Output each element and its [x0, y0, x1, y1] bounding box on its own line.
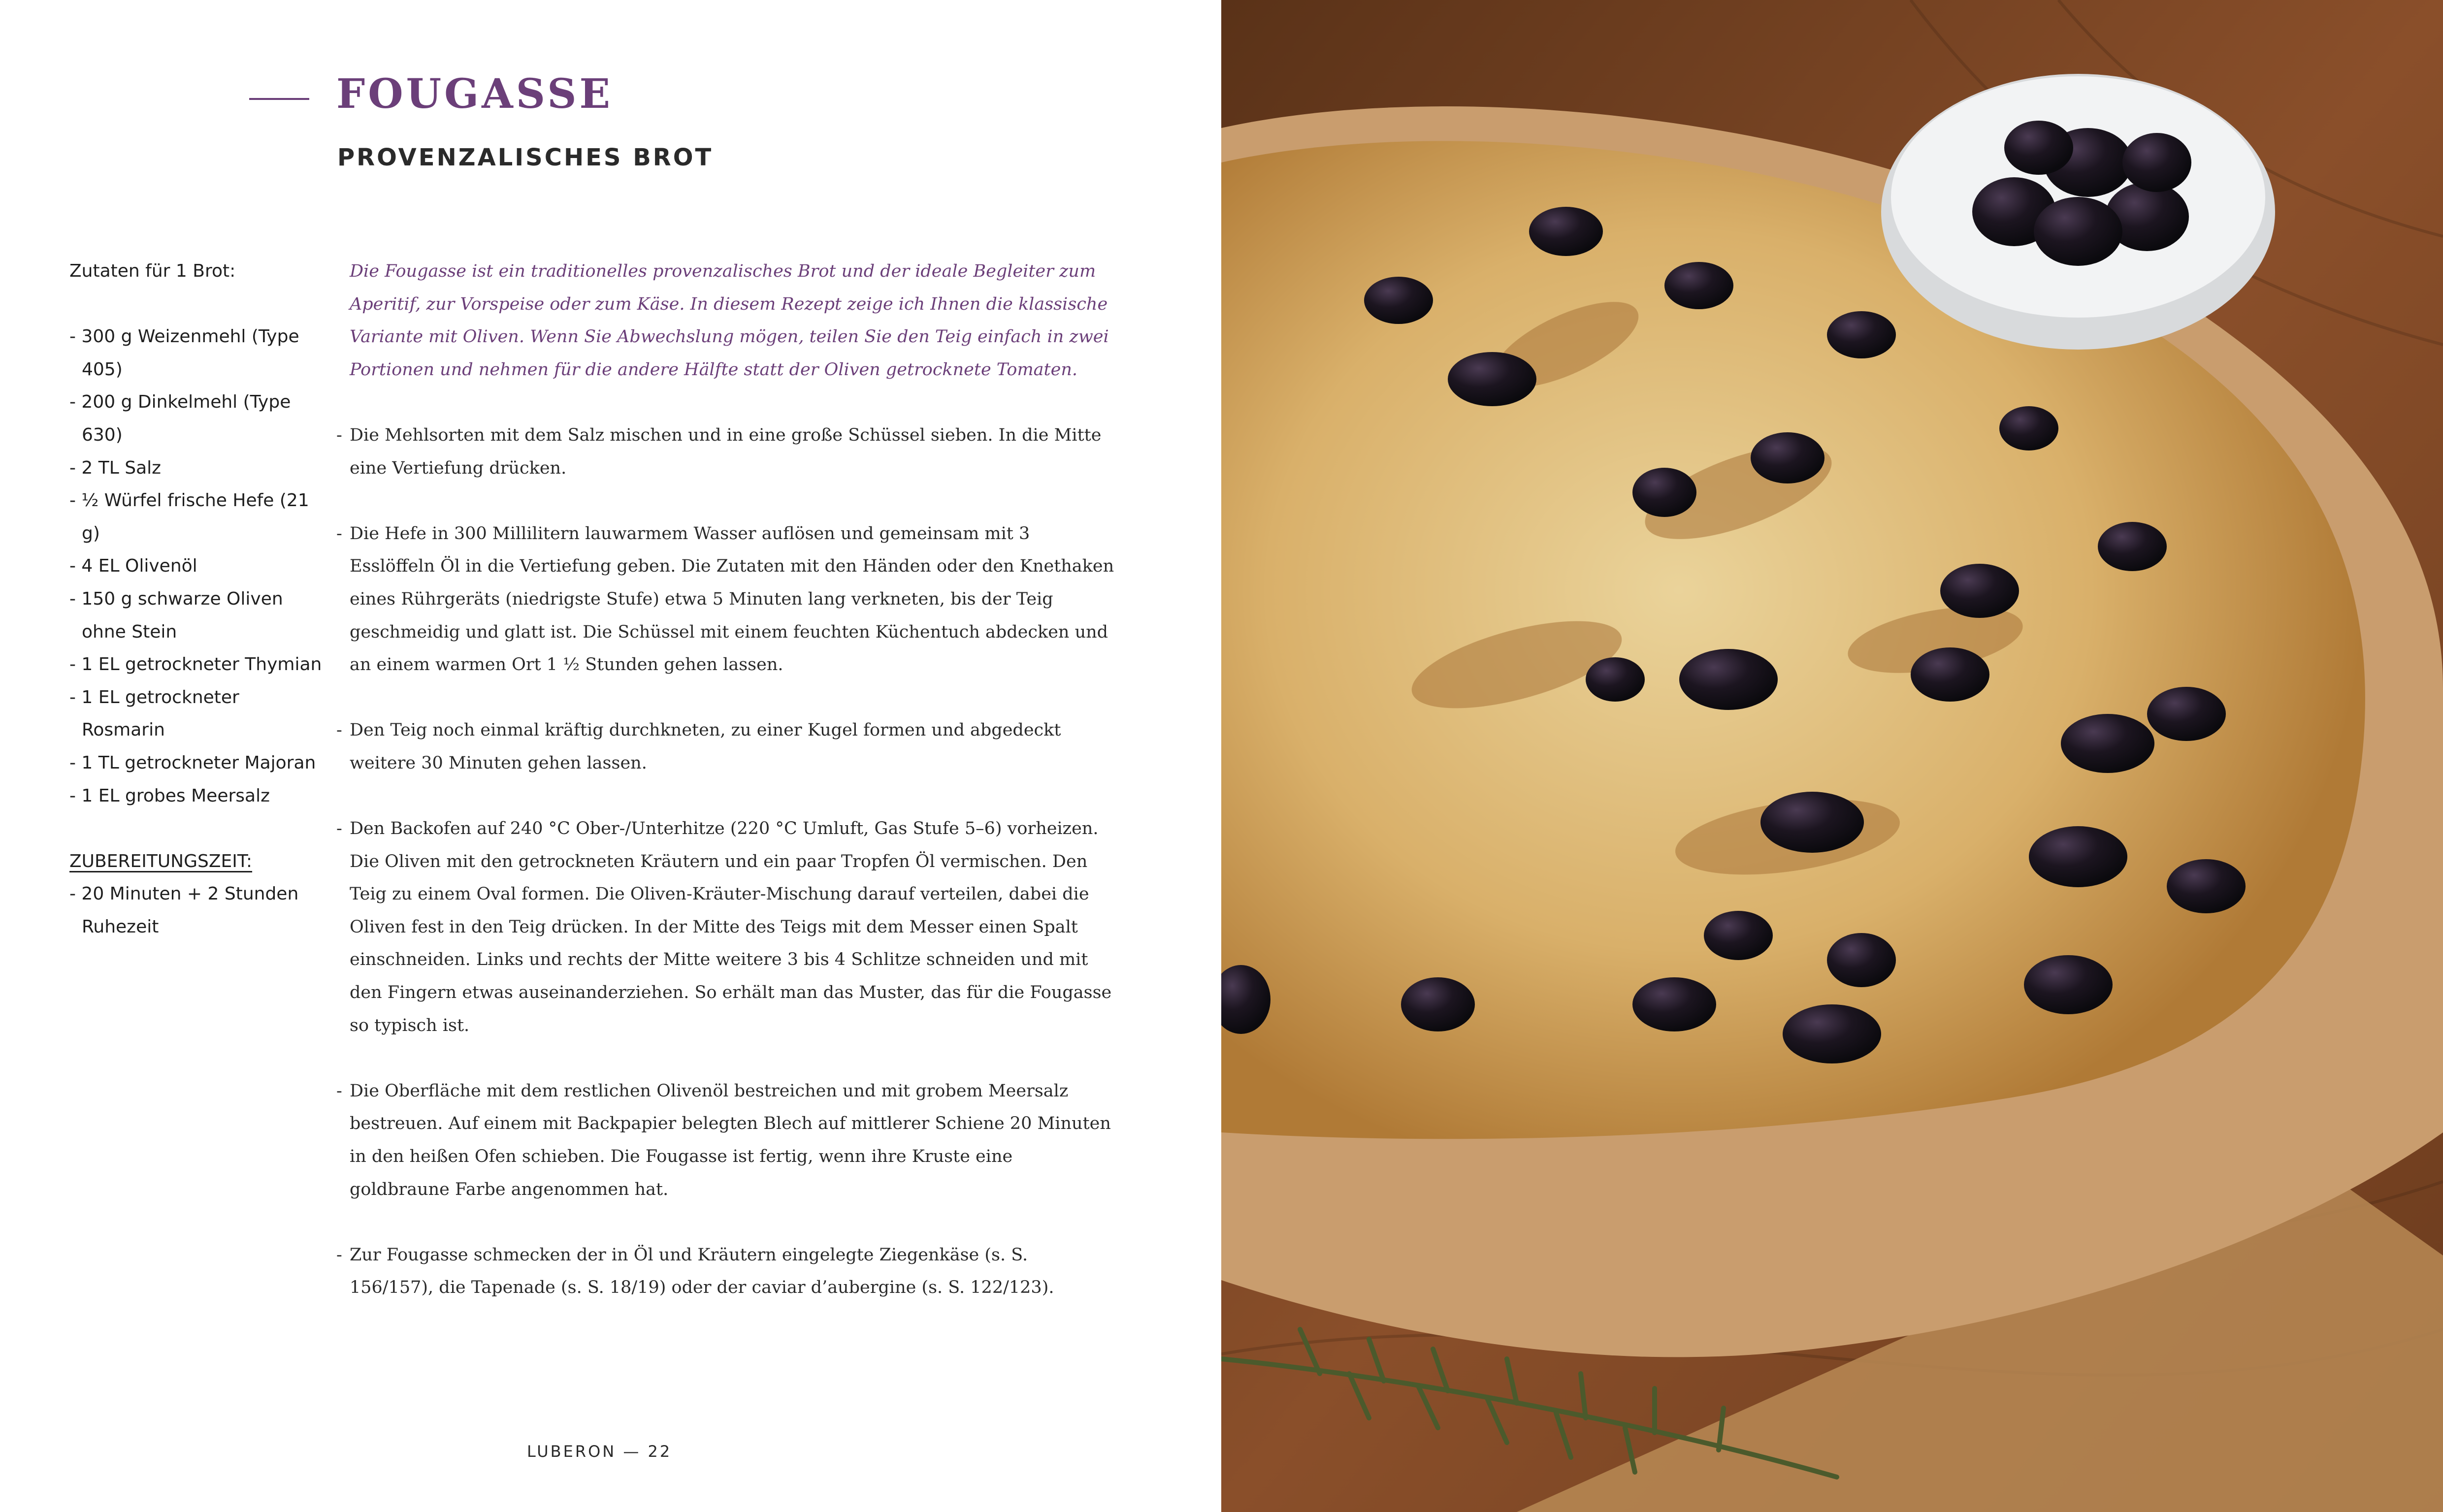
- ingredient-item: - 200 g Dinkelmehl (Type 630): [69, 392, 291, 445]
- ingredient-item: - 1 TL getrockneter Majoran: [69, 752, 316, 773]
- ingredient-item: - 1 EL grobes Meersalz: [69, 785, 270, 806]
- ingredient-item: - 150 g schwarze Oliven ohne Stein: [69, 588, 283, 642]
- instruction-steps: [336, 419, 1117, 1304]
- page-folio: LUBERON — 22: [527, 1442, 672, 1461]
- ingredients-list: [69, 321, 326, 812]
- olive-bowl: [1881, 74, 2275, 350]
- instruction-step: - Den Backofen auf 240 °C Ober-/Unterhitze (220 °C Umluft, Gas Stufe 5–6) vorheizen. Die Oliven mit den getrockneten Kräutern und ein paar Tropfen Öl vermischen. Den Teig zu einem Oval formen. Die Oliven-Kräuter-Mischung darauf verteilen, dabei die Oliven fest in den Teig drücken. In der Mitte des Teigs mit dem Messer einen Spalt einschneiden. Links und rechts der Mitte weitere 3 bis 4 Schlitze schneiden und mit den Fingern etwas auseinanderziehen. So erhält man das Muster, das für die Fougasse so typisch ist.: [336, 812, 1117, 1042]
- prep-time-list: [69, 878, 326, 943]
- ingredient-item: - 1 EL getrockneter Thymian: [69, 654, 322, 675]
- instruction-step: - Die Mehlsorten mit dem Salz mischen und in eine große Schüssel sieben. In die Mitte eine Vertiefung drücken.: [336, 419, 1117, 484]
- ingredient-item: - 300 g Weizenmehl (Type 405): [69, 326, 299, 380]
- instruction-step: - Die Oberfläche mit dem restlichen Olivenöl bestreichen und mit grobem Meersalz bestreuen. Auf einem mit Backpapier belegten Blech auf mittlerer Schiene 20 Minuten in den heißen Ofen schieben. Die Fougasse ist fertig, wenn ihre Kruste eine goldbraune Farbe angenommen hat.: [336, 1075, 1117, 1206]
- ingredient-item: - 2 TL Salz: [69, 457, 162, 478]
- recipe-body: [336, 255, 1117, 1337]
- recipe-intro: Die Fougasse ist ein traditionelles provenzalisches Brot und der ideale Begleiter zum Aperitif, zur Vorspeise oder zum Käse. In diesem Rezept zeige ich Ihnen die klassische Variante mit Oliven. Wenn Sie Abwechslung mögen, teilen Sie den Teig einfach in zwei Portionen und nehmen für die andere Hälfte statt der Oliven getrocknete Tomaten.: [350, 261, 1109, 380]
- ingredient-item: - 4 EL Olivenöl: [69, 556, 197, 577]
- fougasse-photo: [1221, 0, 2443, 1512]
- prep-time-heading: ZUBEREITUNGSZEIT:: [69, 851, 253, 871]
- ingredient-item: - 1 EL getrockneter Rosmarin: [69, 687, 239, 740]
- recipe-title: FOUGASSE: [336, 70, 613, 118]
- ingredients-sidebar: [69, 255, 326, 943]
- instruction-step: - Zur Fougasse schmecken der in Öl und Kräutern eingelegte Ziegenkäse (s. S. 156/157), die Tapenade (s. S. 18/19) oder der caviar d’aubergine (s. S. 122/123).: [336, 1239, 1117, 1304]
- ingredient-item: - ½ Würfel frische Hefe (21 g): [69, 490, 309, 544]
- recipe-page: [0, 0, 1221, 1512]
- instruction-step: - Den Teig noch einmal kräftig durchkneten, zu einer Kugel formen und abgedeckt weitere 30 Minuten gehen lassen.: [336, 714, 1117, 779]
- prep-time-value: - 20 Minuten + 2 Stunden Ruhezeit: [69, 884, 299, 937]
- instruction-step: - Die Hefe in 300 Millilitern lauwarmem Wasser auflösen und gemeinsam mit 3 Esslöffeln Öl in die Vertiefung geben. Die Zutaten mit den Händen oder den Knethaken eines Rührgeräts (niedrigste Stufe) etwa 5 Minuten lang verkneten, bis der Teig geschmeidig und glatt ist. Die Schüssel mit einem feuchten Küchentuch abdecken und an einem warmen Ort 1 ½ Stunden gehen lassen.: [336, 517, 1117, 681]
- recipe-subtitle: PROVENZALISCHES BROT: [337, 144, 714, 171]
- ingredients-heading: Zutaten für 1 Brot:: [69, 261, 236, 281]
- title-rule: [249, 98, 309, 100]
